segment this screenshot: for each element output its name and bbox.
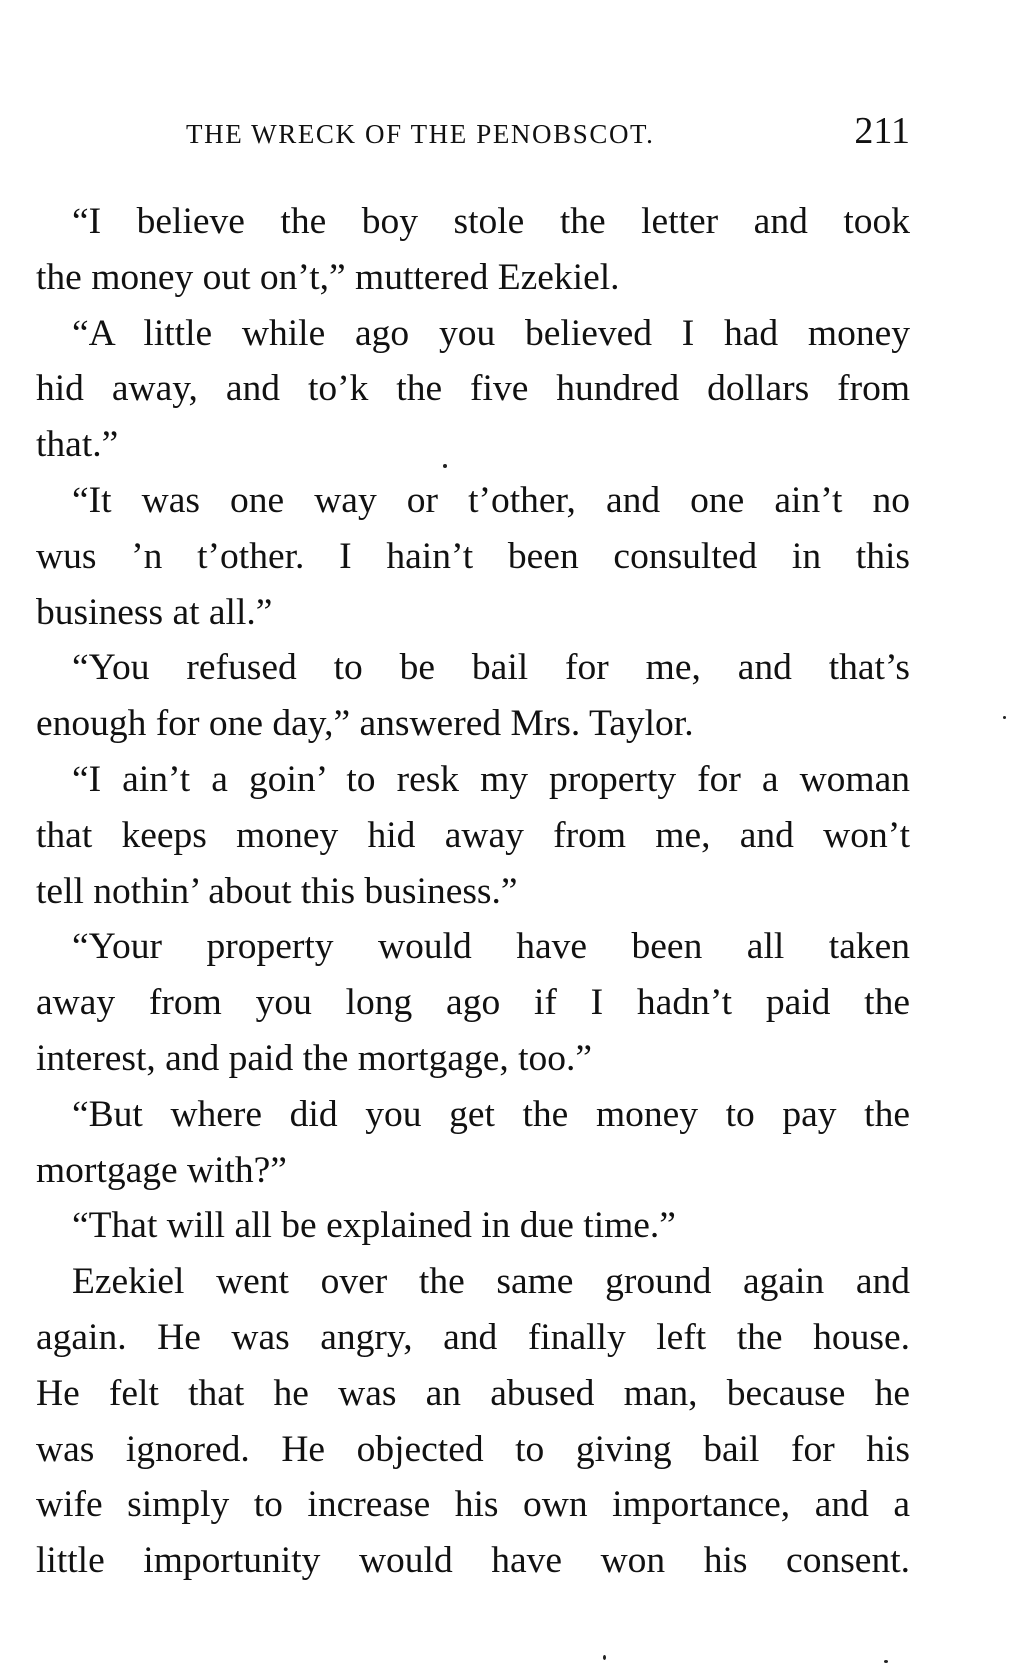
text-line: wus ’n t’other. I hain’t been consulted in this — [36, 535, 910, 577]
text-line: that.” — [36, 424, 119, 466]
text-line: again. He was angry, and finally left the house. — [36, 1316, 910, 1358]
text-line: “You refused to be bail for me, and that’s — [72, 647, 910, 689]
text-line: was ignored. He objected to giving bail for his — [36, 1428, 910, 1470]
page-header — [36, 112, 910, 152]
text-line: “But where did you get the money to pay the — [72, 1093, 910, 1135]
text-line: He felt that he was an abused man, because he — [36, 1372, 910, 1414]
body-text — [36, 194, 910, 1589]
text-line: “I ain’t a goin’ to resk my property for a woman — [72, 758, 910, 800]
text-line: “A little while ago you believed I had money — [72, 312, 910, 354]
text-line: wife simply to increase his own importance, and a — [36, 1484, 910, 1526]
text-line: Ezekiel went over the same ground again and — [72, 1261, 910, 1303]
page-number: 211 — [854, 110, 910, 152]
text-line: “It was one way or t’other, and one ain’t no — [72, 479, 910, 521]
text-line: business at all.” — [36, 591, 273, 633]
text-line: interest, and paid the mortgage, too.” — [36, 1037, 593, 1079]
text-line: mortgage with?” — [36, 1149, 287, 1191]
running-title: THE WRECK OF THE PENOBSCOT. — [186, 119, 655, 149]
ink-speck — [884, 1660, 888, 1663]
text-line: “I believe the boy stole the letter and took — [72, 201, 910, 242]
ink-speck — [443, 464, 447, 468]
text-line: that keeps money hid away from me, and won’t — [36, 814, 910, 856]
text-line: hid away, and toʼk the five hundred dollars from — [36, 368, 910, 410]
text-line: away from you long ago if I hadn’t paid the — [36, 982, 910, 1024]
text-line: enough for one day,” answered Mrs. Taylor. — [36, 703, 694, 745]
text-line: “Your property would have been all taken — [72, 926, 910, 968]
text-line: little importunity would have won his consent. — [36, 1540, 910, 1582]
text-line: tell nothin’ about this business.” — [36, 870, 518, 912]
text-line: “That will all be explained in due time.” — [72, 1205, 676, 1247]
text-line: the money out on’t,” muttered Ezekiel. — [36, 256, 620, 298]
ink-speck — [1003, 716, 1006, 719]
ink-speck — [603, 1655, 606, 1660]
